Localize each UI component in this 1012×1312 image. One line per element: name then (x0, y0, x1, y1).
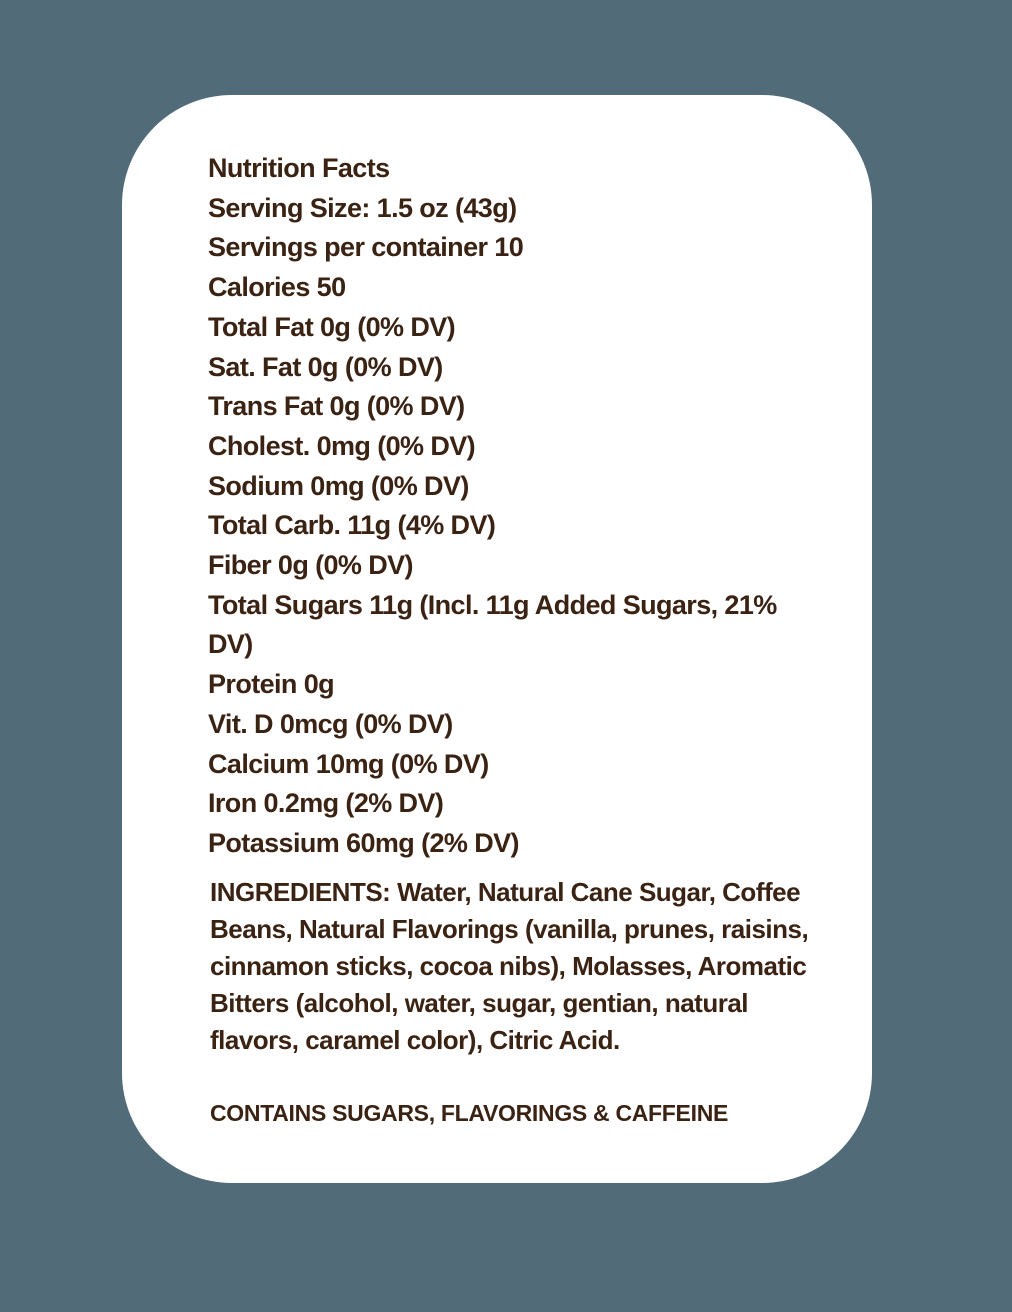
serving-size: Serving Size: 1.5 oz (43g) (208, 192, 517, 223)
iron: Iron 0.2mg (2% DV) (208, 788, 444, 819)
protein: Protein 0g (208, 669, 335, 700)
nutrition-label-card (122, 95, 872, 1183)
sodium: Sodium 0mg (0% DV) (208, 470, 469, 501)
contains-statement: CONTAINS SUGARS, FLAVORINGS & CAFFEINE (210, 1100, 729, 1126)
saturated-fat: Sat. Fat 0g (0% DV) (208, 351, 443, 382)
calories: Calories 50 (208, 272, 346, 303)
servings-per-container: Servings per container 10 (208, 232, 524, 263)
total-sugars: Total Sugars 11g (Incl. 11g Added Sugars, 21% DV) (208, 589, 777, 660)
calcium: Calcium 10mg (0% DV) (208, 748, 489, 779)
cholesterol: Cholest. 0mg (0% DV) (208, 430, 476, 461)
potassium: Potassium 60mg (2% DV) (208, 827, 519, 858)
trans-fat: Trans Fat 0g (0% DV) (208, 391, 465, 422)
ingredients-list: INGREDIENTS: Water, Natural Cane Sugar, Coffee Beans, Natural Flavorings (vanilla, prunes, raisins, cinnamon sticks, cocoa nibs), Molasses, Aromatic Bitters (alcohol, water, sugar, gentian, natural flavors, caramel color), Citric Acid. (210, 877, 809, 1055)
nutrition-facts (208, 149, 808, 864)
nutrition-title: Nutrition Facts (208, 153, 390, 183)
total-carbohydrate: Total Carb. 11g (4% DV) (208, 510, 496, 541)
total-fat: Total Fat 0g (0% DV) (208, 311, 456, 342)
fiber: Fiber 0g (0% DV) (208, 550, 413, 581)
vitamin-d: Vit. D 0mcg (0% DV) (208, 708, 453, 739)
